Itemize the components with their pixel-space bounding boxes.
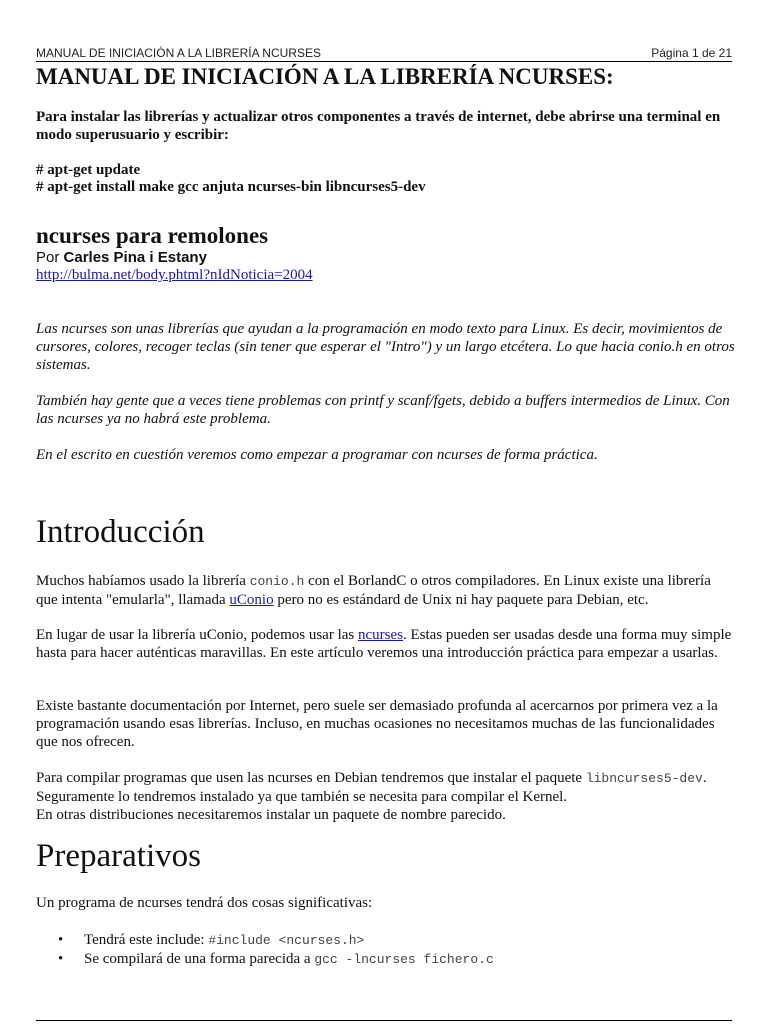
- page-number: Página 1 de 21: [651, 46, 732, 60]
- intro-body-4-line1: [36, 769, 736, 788]
- article-byline: [36, 249, 207, 266]
- bullet-icon: •: [58, 951, 64, 967]
- intro-body-4-line3: En otras distribuciones necesitaremos instalar un paquete de nombre parecido.: [36, 807, 506, 823]
- document-title: MANUAL DE INICIACIÓN A LA LIBRERÍA NCURSES:: [36, 64, 614, 89]
- intro-paragraph-2: También hay gente que a veces tiene problemas con printf y scanf/fgets, debido a buffers intermedios de Linux. Con las ncurses ya no habrá este problema.: [36, 393, 730, 427]
- install-instructions: Para instalar las librerías y actualizar otros componentes a través de internet, debe abrirse una terminal en modo superusuario y escribir:: [36, 109, 721, 143]
- intro-paragraph-3: En el escrito en cuestión veremos como empezar a programar con ncurses de forma práctica.: [36, 447, 598, 463]
- article-url-link[interactable]: http://bulma.net/body.phtml?nIdNoticia=2004: [36, 267, 313, 283]
- intro-body-4-line2: Seguramente lo tendremos instalado ya que también se necesita para compilar el Kernel.: [36, 789, 568, 805]
- intro-body-1: [36, 572, 736, 609]
- byline-prefix: Por: [36, 249, 64, 266]
- section-heading-preparativos: Preparativos: [36, 838, 201, 874]
- code-libncurses: libncurses5-dev: [585, 771, 703, 786]
- text-span: En lugar de usar la librería uConio, podemos usar las: [36, 627, 359, 643]
- command-install: # apt-get install make gcc anjuta ncurses-bin libncurses5-dev: [36, 179, 426, 195]
- text-span: . Estas pueden ser usadas desde una forma muy simple hasta para hacer auténticas maravillas. En este artículo veremos una introducción práctica para empezar a usarlas.: [36, 627, 732, 661]
- text-span: Muchos habíamos usado la librería: [36, 573, 250, 589]
- article-heading: ncurses para remolones: [36, 223, 269, 248]
- code-gcc: gcc -lncurses fichero.c: [314, 952, 494, 967]
- intro-body-3: Existe bastante documentación por Internet, pero suele ser demasiado profunda al acercarnos por primera vez a la programación usando esas librerías. Incluso, en muchas ocasiones no necesitamos muchas de las funcionalidades que nos ofrecen.: [36, 698, 718, 750]
- article-author: Carles Pina i Estany: [63, 249, 207, 266]
- ncurses-link[interactable]: ncurses: [358, 627, 404, 643]
- uconio-link[interactable]: uConio: [229, 592, 274, 608]
- code-include: #include <ncurses.h>: [208, 933, 365, 948]
- preparativos-list: [36, 931, 736, 969]
- list-item: [36, 931, 736, 950]
- command-update: # apt-get update: [36, 162, 141, 178]
- article-url-row: [36, 267, 313, 284]
- text-span: pero no es estándard de Unix ni hay paquete para Debian, etc.: [273, 592, 649, 608]
- list-item: [36, 950, 736, 969]
- intro-paragraph-1: Las ncurses son unas librerías que ayudan a la programación en modo texto para Linux. Es decir, movimientos de cursores, colores, recoger teclas (sin tener que esperar el "Intro") y un largo etcétera. Lo que hacia conio.h en otros sistemas.: [36, 321, 735, 373]
- footer-rule: [36, 1020, 732, 1021]
- text-span: Se compilará de una forma parecida a: [84, 951, 315, 967]
- running-header-title: MANUAL DE INICIACIÓN A LA LIBRERÍA NCURSES: [36, 46, 321, 60]
- text-span: .: [702, 770, 707, 786]
- bullet-icon: •: [58, 932, 64, 948]
- section-heading-introduccion: Introducción: [36, 514, 205, 550]
- code-conio: conio.h: [249, 574, 305, 589]
- text-span: Para compilar programas que usen las ncurses en Debian tendremos que instalar el paquete: [36, 770, 586, 786]
- preparativos-lead: Un programa de ncurses tendrá dos cosas significativas:: [36, 895, 373, 911]
- text-span: con el BorlandC o otros compiladores. En Linux existe una librería que intenta "emularla", llamada: [36, 573, 711, 608]
- intro-body-4: [36, 769, 736, 824]
- text-span: Tendrá este include:: [84, 932, 209, 948]
- intro-body-2: [36, 626, 736, 662]
- header-rule: [36, 61, 732, 62]
